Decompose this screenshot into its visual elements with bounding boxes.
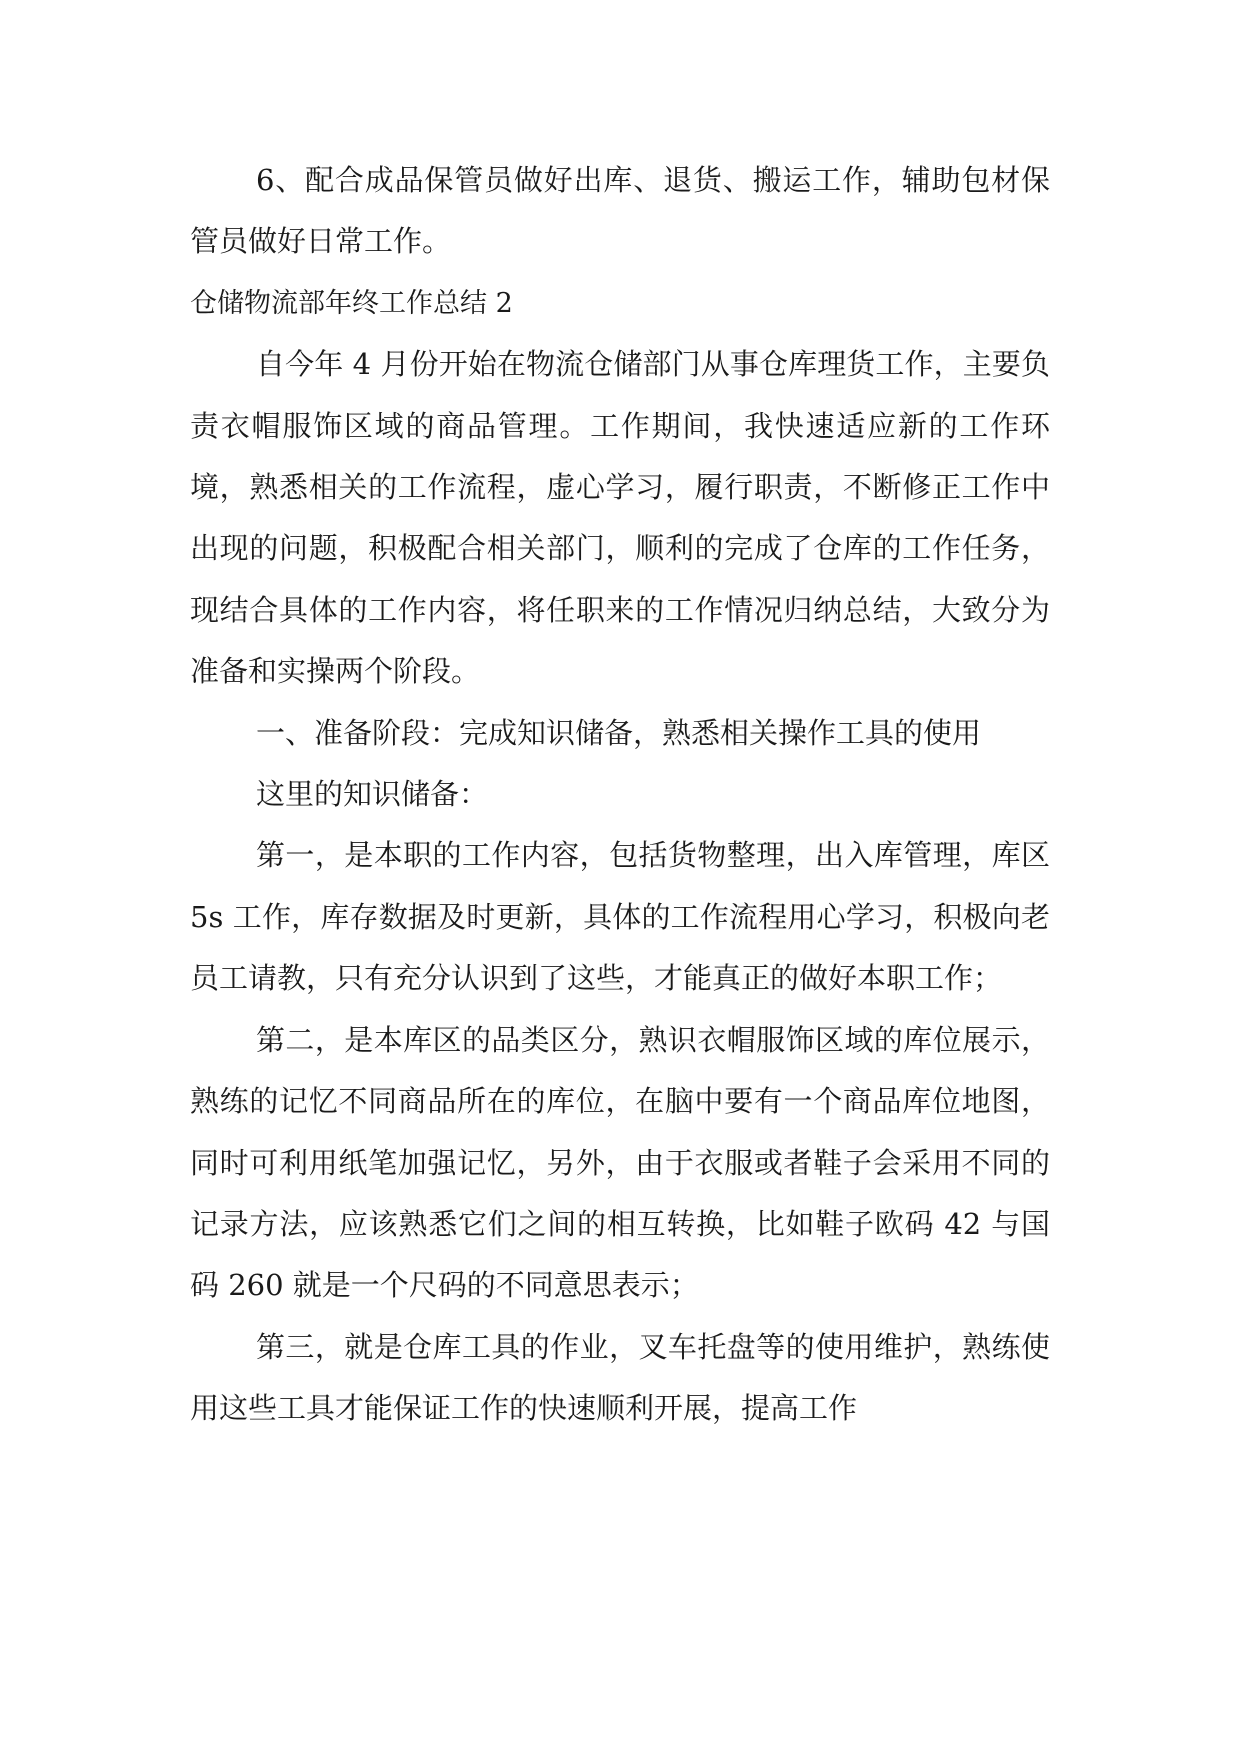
knowledge-label: 这里的知识储备： — [256, 777, 489, 812]
section-one-title: 一、准备阶段：完成知识储备，熟悉相关操作工具的使用 — [256, 715, 982, 750]
intro-paragraph: 自今年 4 月份开始在物流仓储部门从事仓库理货工作，主要负责衣帽服饰区域的商品管理。工作期间，我快速适应新的工作环境，熟悉相关的工作流程，虚心学习，履行职责，不断修正工作中出现的问题，积极配合相关部门，顺利的完成了仓库的工作任务，现结合具体的工作内容，将任职来的工作情况归纳总结，大致分为准备和实操两个阶段。 — [190, 347, 1050, 689]
point-three-paragraph: 第三，就是仓库工具的作业，叉车托盘等的使用维护，熟练使用这些工具才能保证工作的快速顺利开展，提高工作 — [190, 1329, 1050, 1426]
document-body — [190, 150, 1050, 1440]
paragraph-item-6: 6、配合成品保管员做好出库、退货、搬运工作，辅助包材保管员做好日常工作。 — [190, 163, 1050, 259]
point-two-paragraph: 第二，是本库区的品类区分，熟识衣帽服饰区域的库位展示，熟练的记忆不同商品所在的库位，在脑中要有一个商品库位地图，同时可利用纸笔加强记忆，另外，由于衣服或者鞋子会采用不同的记录方法，应该熟悉它们之间的相互转换，比如鞋子欧码 42 与国码 260 就是一个尺码的不同意思表示； — [190, 1022, 1050, 1303]
section-heading: 仓储物流部年终工作总结 2 — [190, 287, 513, 319]
point-one-paragraph: 第一，是本职的工作内容，包括货物整理，出入库管理，库区 5s 工作，库存数据及时更新，具体的工作流程用心学习，积极向老员工请教，只有充分认识到了这些，才能真正的做好本职工作； — [190, 838, 1050, 996]
